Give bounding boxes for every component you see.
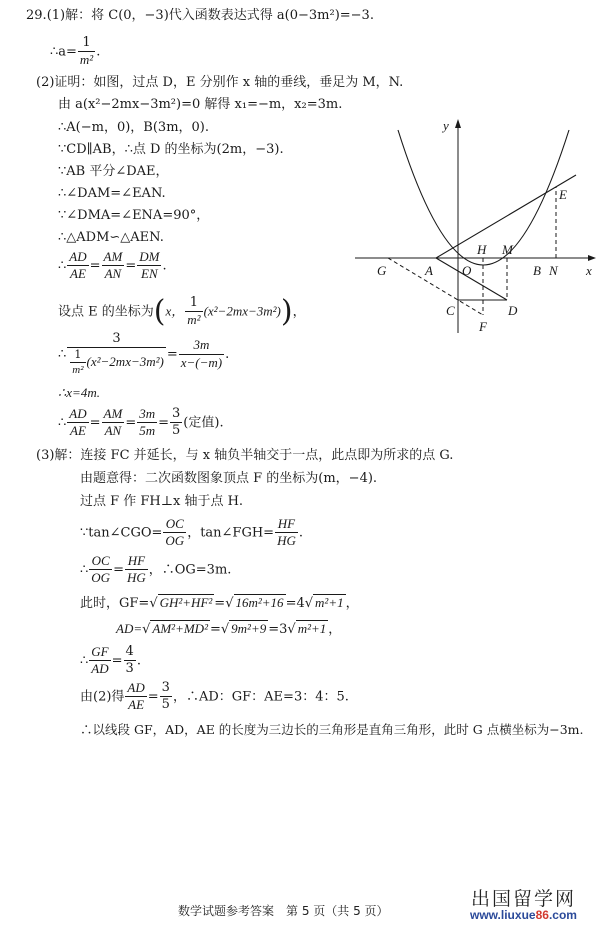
text: ∴ [58,346,67,362]
problem-header [26,9,374,22]
part3-line: 过点 F 作 FH⊥x 轴于点 H. [80,494,244,509]
part1-result [50,36,100,68]
fraction [67,332,166,376]
fraction [125,554,148,586]
fraction [185,296,202,328]
from-part2: 由(2)得 $\frac{AD}{AE}$ = $\frac{3}{5}$ ，∴AD：GF：AE=3：4：5. [80,680,349,713]
numerator: HF [125,554,148,570]
numerator: HF [275,517,298,533]
label-D: D [508,303,518,318]
part1-label: (1)解： [46,8,92,23]
text: = [209,622,221,637]
part2-label: (2)证明： [36,75,94,90]
fraction [89,645,110,677]
text: ， [292,304,306,320]
numerator: 3 [170,407,182,423]
text: (定值). [183,415,224,431]
fraction [102,250,125,282]
denominator: EN [141,266,158,282]
numerator: 3m [137,407,157,423]
fraction [124,645,136,677]
text: ∴ [80,562,89,578]
label-C: C [446,303,455,318]
numerator: AM [102,250,125,266]
denominator: HG [277,533,296,549]
fraction [70,349,85,376]
og-equation: ∴ $\frac{OC}{OG}$ = $\frac{HF}{HG}$ ，∴OG=3m. [80,553,232,586]
sqrt-radicand: m²+1 [315,595,344,610]
fraction [102,407,125,439]
label-O: O [462,263,472,278]
line-AD [436,258,507,300]
fraction [137,250,161,282]
watermark-title: 出国留学网 [470,888,576,910]
numerator: OC [89,554,112,570]
fraction [160,681,172,713]
sqrt-radicand: 9m²+9 [231,621,267,636]
x-result: ∴x=4m. [58,385,100,400]
label-A: A [425,263,433,278]
numerator: 1 [78,36,95,52]
text: www.liuxue [470,908,536,922]
fraction [137,407,157,439]
text: 此时，GF= [80,596,150,611]
part2-intro [36,76,403,89]
text: ，tan∠FGH= [187,525,275,541]
text: ，∴AD：GF：AE=3：4：5. [172,689,349,705]
fraction [89,554,112,586]
denominator: AE [70,423,86,439]
fraction [170,407,182,439]
text: ， [345,596,359,611]
numerator: AD [125,681,146,697]
fraction [275,517,298,549]
ad-equation: AD=√ AM²+MD² =√ 9m²+9 =3√ m²+1 ， [116,621,342,637]
label-x: x [586,263,592,278]
denominator: x−(−m) [180,354,223,370]
text: ，∴OG=3m. [148,562,232,578]
denominator: OG [91,570,111,586]
part2-line: ∵CD∥AB，∴点 D 的坐标为(2m，−3). [58,142,284,157]
denominator: m² [72,364,84,377]
x-axis-arrow-icon [588,255,596,261]
text: . [96,44,101,60]
denominator: HG [126,570,146,586]
numerator: AD [67,407,88,423]
ratio-equation-2: ∴ $\frac{AD}{AE}$ = $\frac{AM}{AN}$ = $\frac{3m}{5m}$ = $\frac{3}{5}$ (定值). [58,406,224,439]
part2-line: ∵AB 平分∠DAE， [58,164,169,179]
denominator: 5 [161,697,170,713]
fraction [179,338,224,370]
part3-label: (3)解： [36,448,81,463]
fraction [78,36,95,68]
part3-line: 由题意得：二次函数图象顶点 F 的坐标为(m，−4). [80,471,378,486]
text: x， [165,303,185,319]
denominator: m² [79,52,94,68]
text: (x²−2mx−3m²) [203,303,281,319]
fraction [67,407,88,439]
gf-equation: 此时，GF=√ GH²+HF² =√ 16m²+16 =4√ m²+1 ， [80,595,359,611]
denominator: 3 [125,661,134,677]
label-H: H [477,242,487,257]
numerator: GF [89,645,110,661]
label-E: E [559,187,567,202]
denominator: AE [128,697,145,713]
denominator: 5m [139,423,156,439]
part2-line: ∴A(−m，0)，B(3m，0). [58,120,209,135]
text: ， [328,622,342,637]
part2-line: ∴∠DAM=∠EAN. [58,186,166,201]
part1-line1: 将 C(0，−3)代入函数表达式得 a(0−3m²)=−3. [91,8,374,23]
text: ∴ [58,415,67,431]
gf-ad-ratio: ∴ $\frac{GF}{AD}$ = $\frac{4}{3}$ . [80,644,141,677]
numerator: 4 [124,645,136,661]
label-N: N [549,263,558,278]
solve-equation: ∴ 3 $\frac{1}{\text{m²}}$ (x²−2mx−3m²) = $\frac{3m}{x-(-m)}$ . [58,331,230,377]
y-axis-arrow-icon [455,119,461,128]
denominator: 5 [172,423,181,439]
part2-line: ∴△ADM∽△AEN. [58,230,164,245]
text: (x²−2mx−3m²) [86,354,164,370]
numerator: AD [67,250,88,266]
denominator: AE [70,266,86,282]
set-point-E [58,293,306,329]
text: . [136,653,141,669]
fraction [125,681,146,713]
text: =3 [268,622,288,637]
numerator: 3 [67,332,166,348]
label-y: y [443,118,449,133]
text: ∴ [58,258,67,274]
fraction [67,250,88,282]
text: . [162,258,167,274]
part2-line: 由 a(x²−2mx−3m²)=0 解得 x₁=−m，x₂=3m. [58,97,343,112]
denominator: OG [165,533,185,549]
part2-line: ∵∠DMA=∠ENA=90°， [58,208,210,223]
watermark [470,890,577,922]
fraction [163,517,186,549]
text: ∴ [80,653,89,669]
text: ∴a= [50,44,77,60]
text: ∵tan∠CGO= [80,525,163,541]
numerator: 1 [185,296,202,312]
text: 如图，过点 D，E 分别作 x 轴的垂线，垂足为 M，N. [93,75,404,90]
text: =4 [285,596,305,611]
text: 连接 FC 并延长，与 x 轴负半轴交于一点，此点即为所求的点 G. [80,448,454,463]
parabola-figure [350,115,600,337]
text: .com [548,908,577,922]
label-B: B [533,263,541,278]
text: 由(2)得 [80,689,125,705]
denominator: AN [104,266,122,282]
text: . [298,525,303,541]
numerator: 3 [160,681,172,697]
conclusion: ∴以线段 GF，AD，AE 的长度为三边长的三角形是直角三角形，此时 G 点横坐标为−3m. [80,722,584,737]
numerator: 3m [179,338,224,354]
sqrt-radicand: m²+1 [297,621,327,636]
sqrt-radicand: GH²+HF² [159,595,213,610]
numerator: 1 [70,349,85,363]
label-M: M [502,242,513,257]
paren: ( [153,293,166,329]
text: . [225,346,230,362]
denominator: AD [91,661,109,677]
paren: ) [280,293,293,329]
numerator: DM [137,250,161,266]
tan-equation [80,517,303,549]
label-G: G [377,263,387,278]
text: 86 [535,908,549,922]
text: AD= [116,621,143,636]
text: = [214,596,226,611]
sqrt-radicand: AM²+MD² [152,621,208,636]
denominator: m² [187,312,201,328]
denominator: AN [104,423,122,439]
numerator: AM [102,407,125,423]
page-footer: 数学试题参考答案 第 5 页（共 5 页） [178,904,389,918]
part3-intro [36,449,453,462]
numerator: OC [163,517,186,533]
ratio-equation-1: ∴ $\frac{AD}{AE}$ = $\frac{AM}{AN}$ = $\frac{DM}{EN}$ . [58,249,167,282]
problem-number: 29. [26,8,47,23]
sqrt-radicand: 16m²+16 [235,595,284,610]
watermark-url [470,909,577,922]
label-F: F [479,319,487,334]
text: 设点 E 的坐标为 [58,304,154,320]
